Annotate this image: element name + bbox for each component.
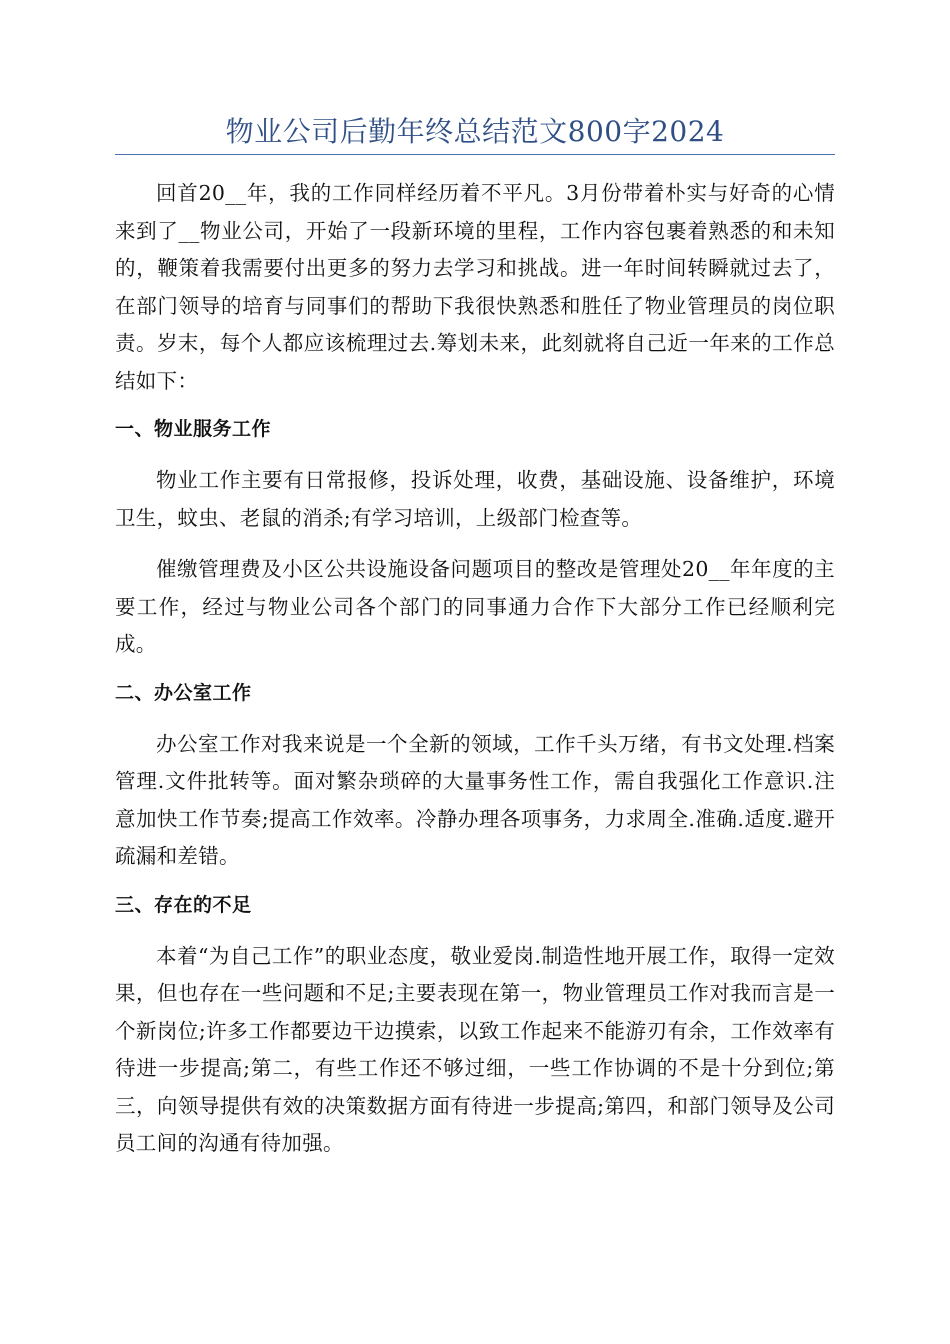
document-body bbox=[115, 175, 835, 1177]
section-heading-shortcomings: 三、存在的不足 bbox=[115, 893, 252, 916]
intro-paragraph: 回首20__年，我的工作同样经历着不平凡。3月份带着朴实与好奇的心情来到了__物业公司，开始了一段新环境的里程，工作内容包裹着熟悉的和未知的，鞭策着我需要付出更多的努力去学习和挑战。进一年时间转瞬就过去了，在部门领导的培育与同事们的帮助下我很快熟悉和胜任了物业管理员的岗位职责。岁末，每个人都应该梳理过去.筹划未来，此刻就将自己近一年来的工作总结如下： bbox=[115, 181, 835, 393]
section-2-paragraph-1: 办公室工作对我来说是一个全新的领域，工作千头万绪，有书文处理.档案管理.文件批转等。面对繁杂琐碎的大量事务性工作，需自我强化工作意识.注意加快工作节奏;提高工作效率。冷静办理各项事务，力求周全.准确.适度.避开疏漏和差错。 bbox=[115, 731, 835, 868]
title-underline bbox=[115, 154, 835, 155]
section-heading-office-work: 二、办公室工作 bbox=[115, 681, 252, 704]
section-1-paragraph-2: 催缴管理费及小区公共设施设备问题项目的整改是管理处20__年年度的主要工作，经过与物业公司各个部门的同事通力合作下大部分工作已经顺利完成。 bbox=[115, 557, 835, 656]
document-title: 物业公司后勤年终总结范文800字2024 bbox=[225, 115, 725, 148]
section-heading-property-service: 一、物业服务工作 bbox=[115, 418, 272, 440]
section-1-paragraph-1: 物业工作主要有日常报修，投诉处理，收费，基础设施、设备维护，环境卫生，蚊虫、老鼠的消杀;有学习培训，上级部门检查等。 bbox=[115, 468, 835, 530]
section-3-paragraph-1: 本着“为自己工作”的职业态度，敬业爱岗.制造性地开展工作，取得一定效果，但也存在一些问题和不足;主要表现在第一，物业管理员工作对我而言是一个新岗位;许多工作都要边干边摸索，以致工作起来不能游刃有余，工作效率有待进一步提高;第二，有些工作还不够过细，一些工作协调的不是十分到位;第三，向领导提供有效的决策数据方面有待进一步提高;第四，和部门领导及公司员工间的沟通有待加强。 bbox=[115, 943, 835, 1155]
